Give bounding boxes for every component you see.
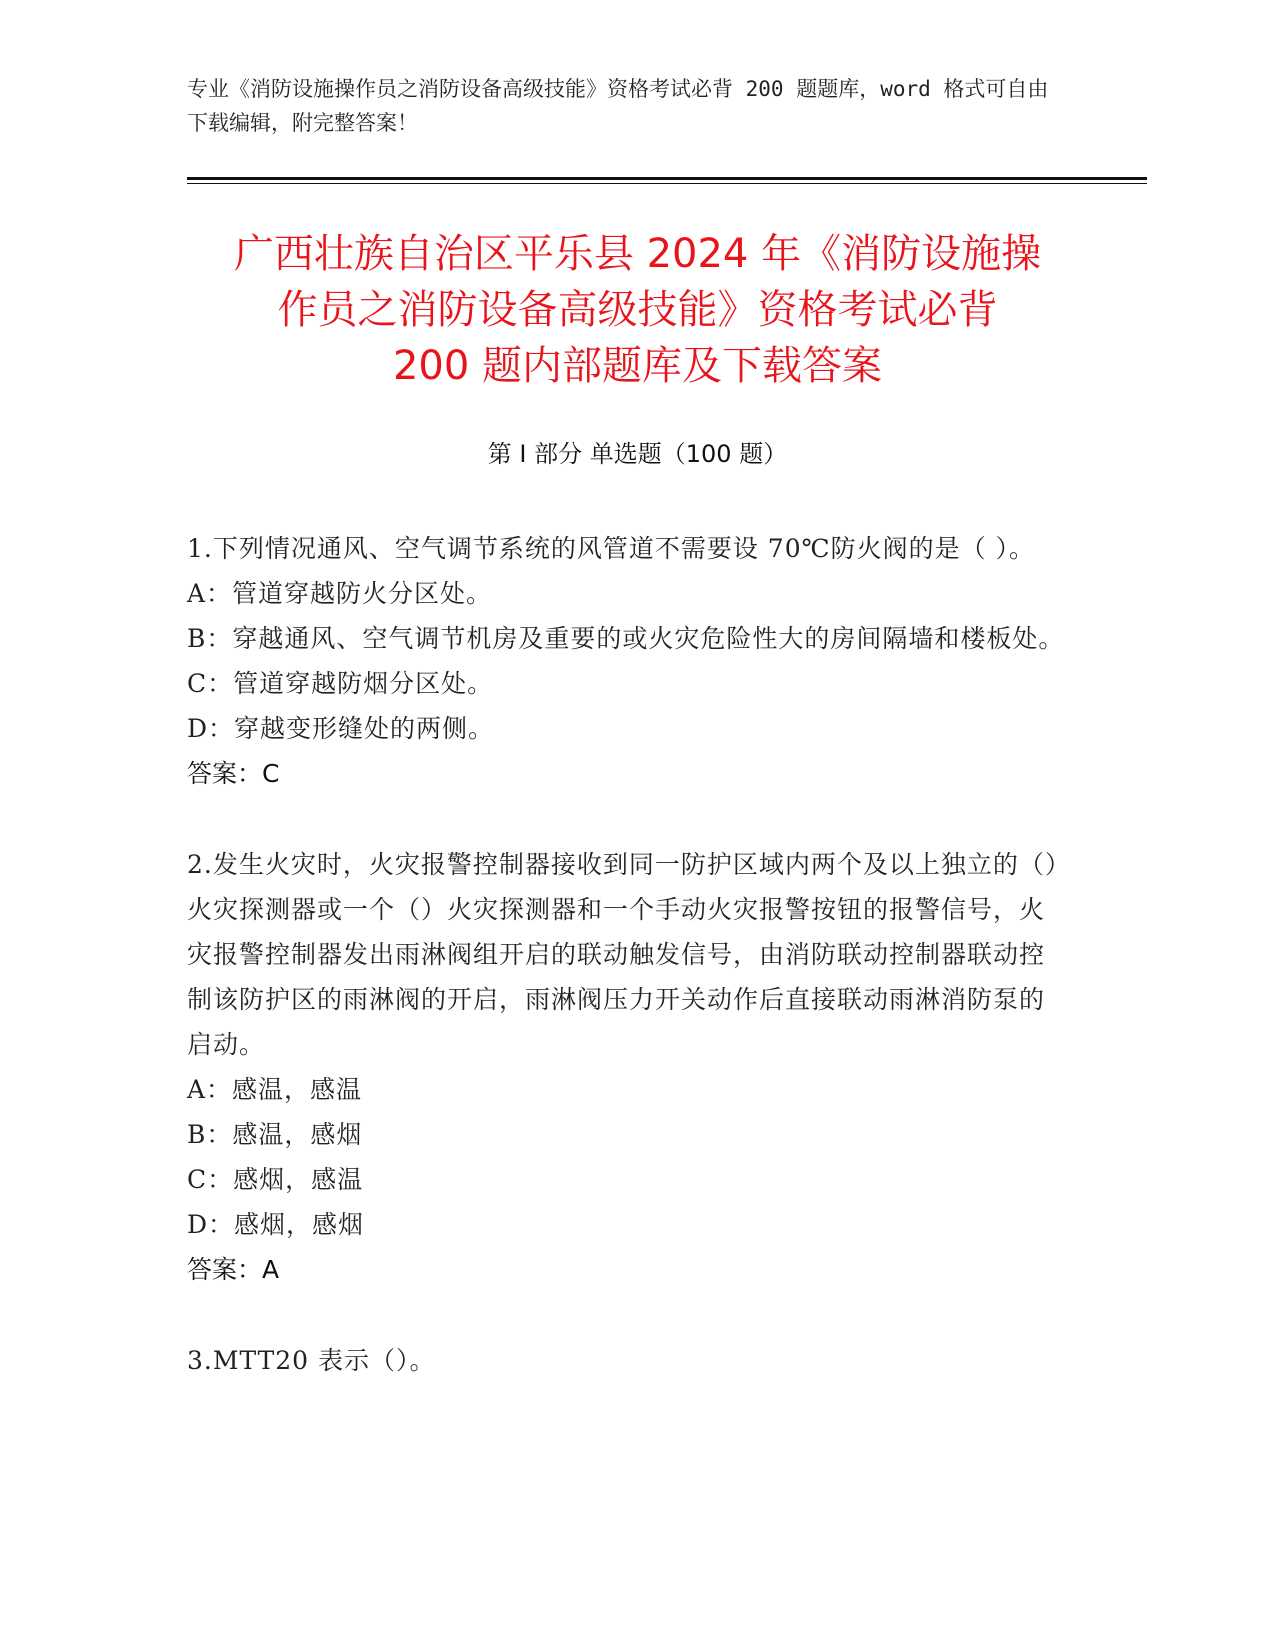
document-title [150, 226, 1125, 394]
answer-label: 答案：A [187, 1255, 280, 1284]
answer-label: 答案：C [187, 759, 280, 788]
header-divider-thick [187, 177, 1147, 180]
option-d: D：感烟，感烟 [187, 1210, 365, 1239]
question-2 [187, 842, 1067, 1292]
option-a: A：管道穿越防火分区处。 [187, 579, 493, 608]
section-title: 第 I 部分 单选题（100 题） [487, 440, 788, 468]
question-text: 2.发生火灾时，火灾报警控制器接收到同一防护区域内两个及以上独立的（）火灾探测器或一个（）火灾探测器和一个手动火灾报警按钮的报警信号，火灾报警控制器发出雨淋阀组开启的联动触发信号，由消防联动控制器联动控制该防护区的雨淋阀的开启，雨淋阀压力开关动作后直接联动雨淋消防泵的启动。 [187, 850, 1059, 1059]
option-c: C：管道穿越防烟分区处。 [187, 669, 494, 698]
question-text: 1.下列情况通风、空气调节系统的风管道不需要设 70℃防火阀的是（ ）。 [187, 534, 1036, 563]
option-c: C：感烟，感温 [187, 1165, 364, 1194]
option-b: B：感温，感烟 [187, 1120, 363, 1149]
question-3 [187, 1338, 1067, 1383]
question-1 [187, 526, 1067, 796]
option-a: A：感温，感温 [187, 1075, 363, 1104]
header-divider-thin [187, 183, 1147, 184]
title-line: 作员之消防设备高级技能》资格考试必背 [277, 287, 998, 333]
option-b: B：穿越通风、空气调节机房及重要的或火灾危险性大的房间隔墙和楼板处。 [187, 624, 1065, 653]
option-d: D：穿越变形缝处的两侧。 [187, 714, 495, 743]
question-text: 3.MTT20 表示（）。 [187, 1346, 436, 1375]
header-note: 专业《消防设施操作员之消防设备高级技能》资格考试必背 200 题题库，word 格式可自由下载编辑，附完整答案！ [187, 77, 1049, 135]
title-line: 广西壮族自治区平乐县 2024 年《消防设施操 [233, 231, 1042, 277]
title-line: 200 题内部题库及下载答案 [392, 343, 883, 389]
question-list [187, 526, 1067, 1429]
